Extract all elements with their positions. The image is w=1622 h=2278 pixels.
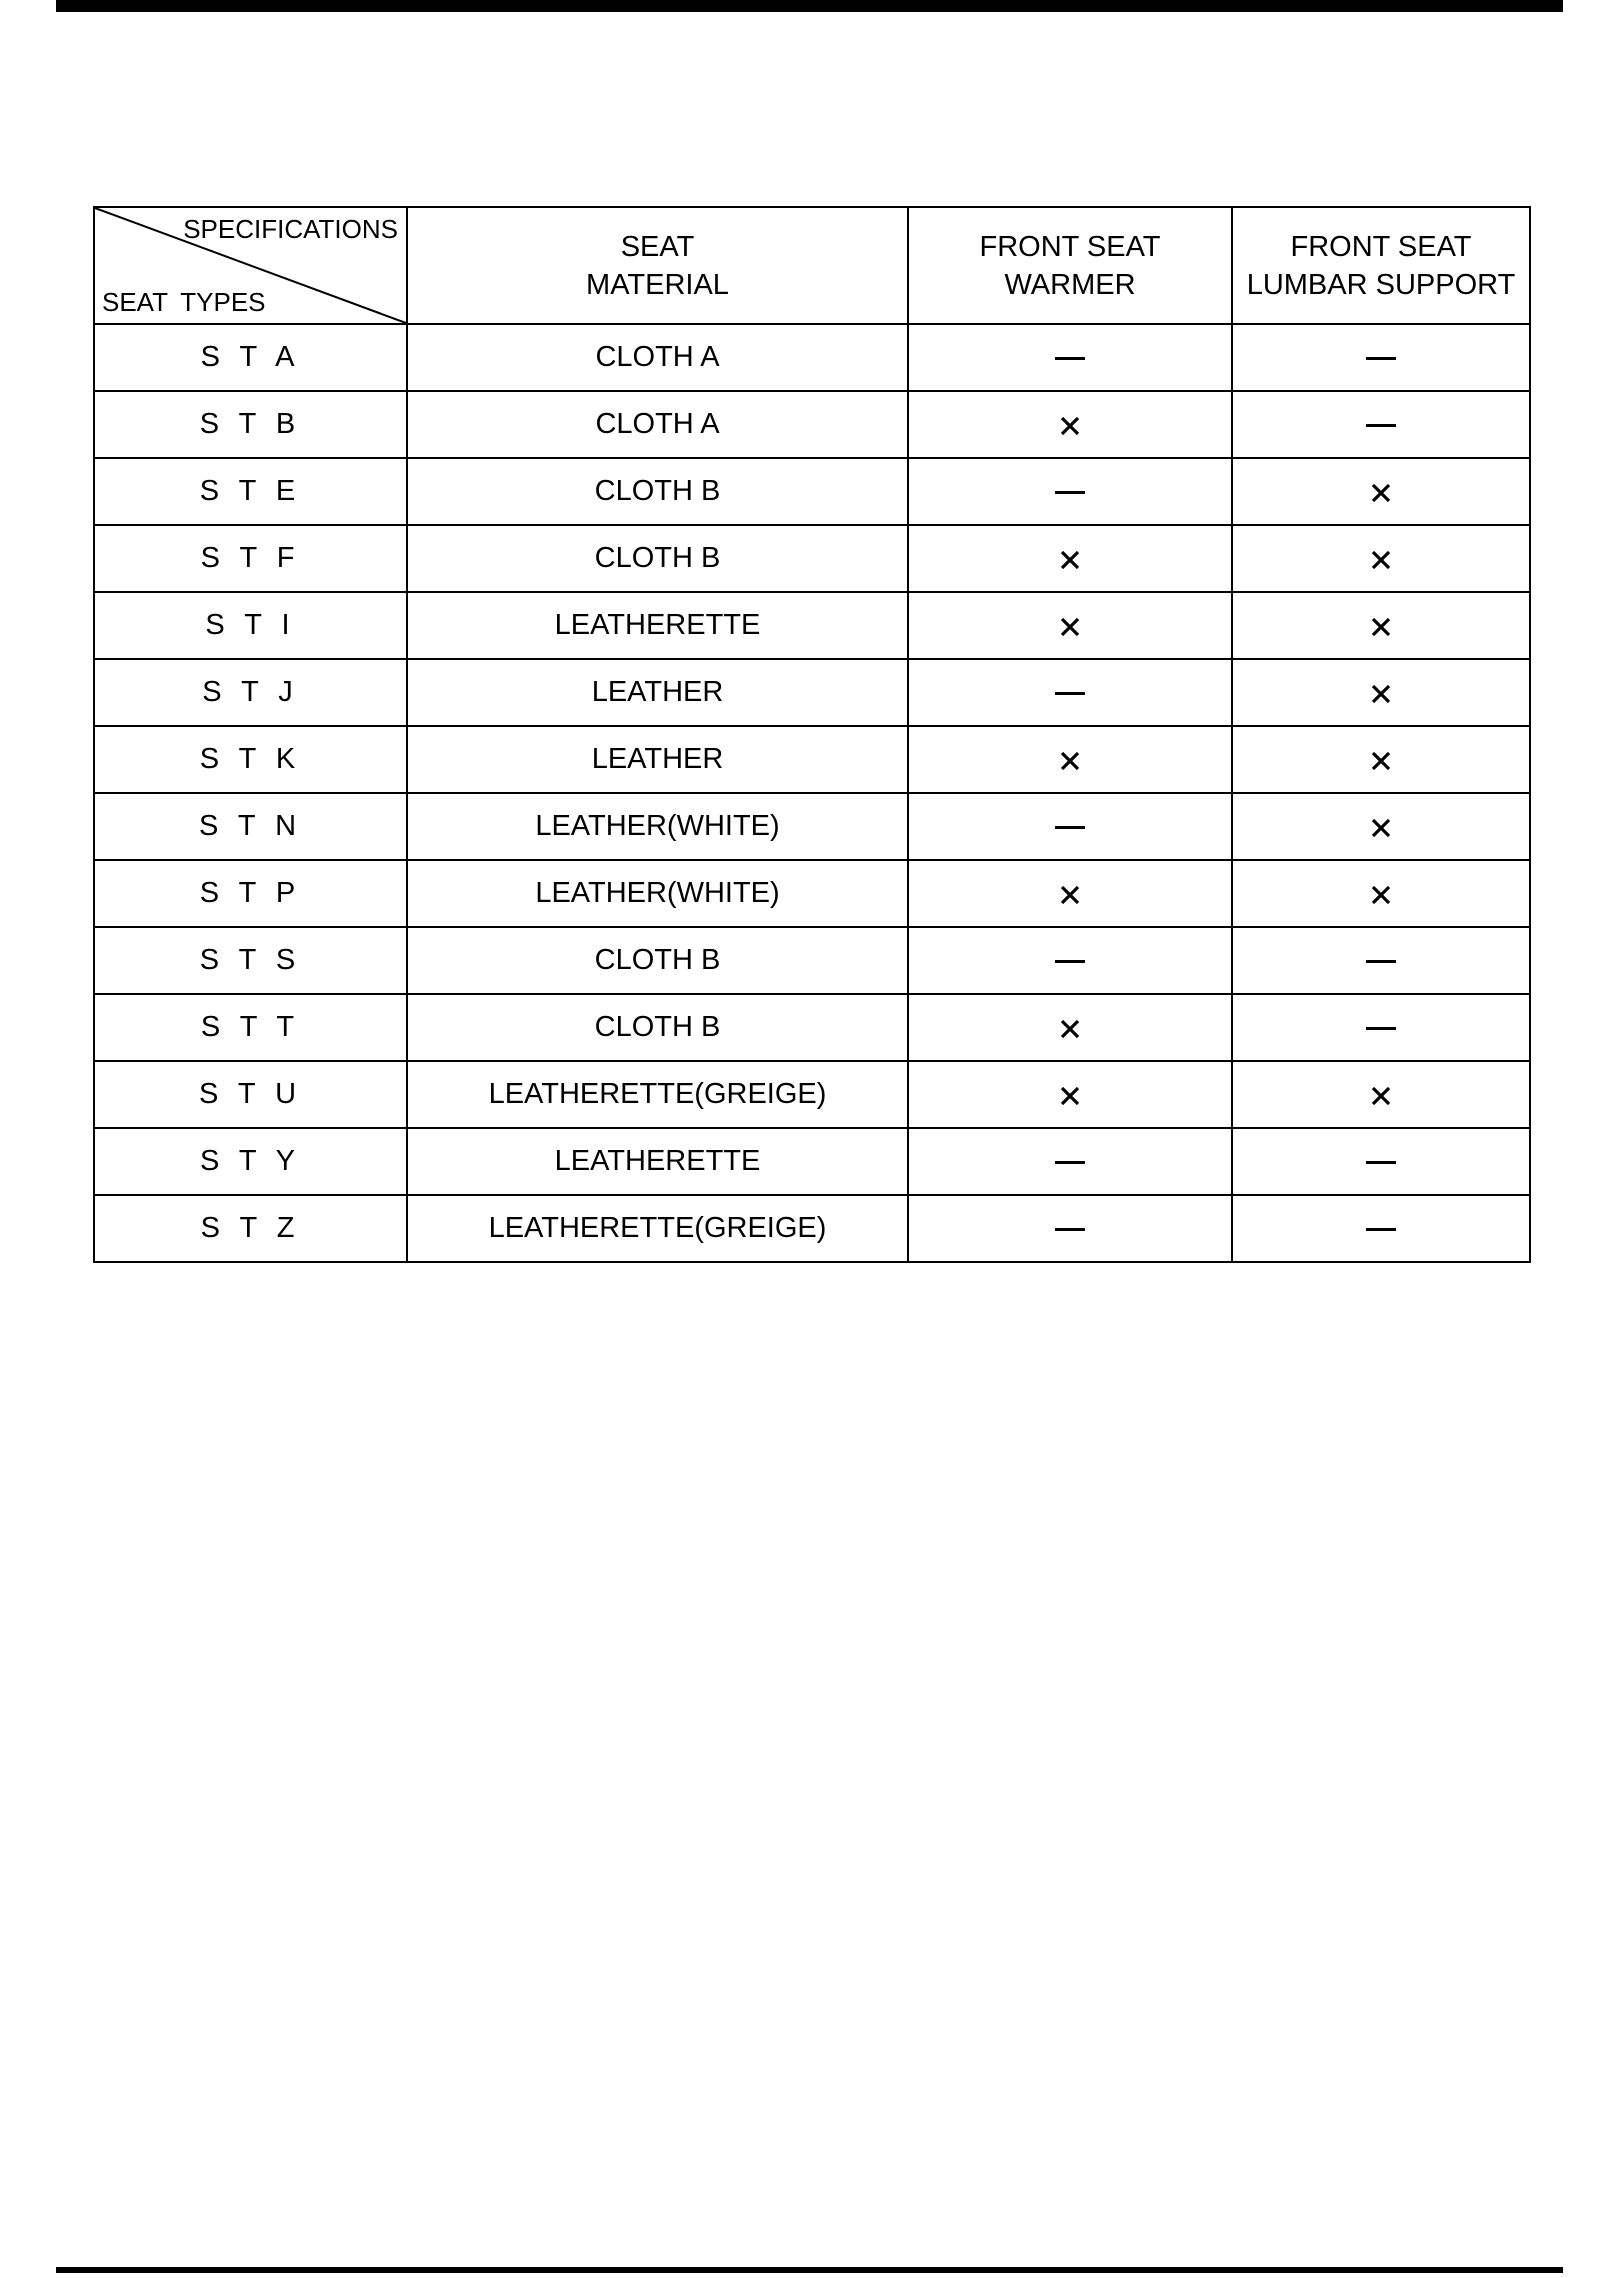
corner-label-seat-types: SEAT TYPES — [102, 287, 266, 317]
seat-type-cell: S T U — [94, 1061, 407, 1128]
cross-icon — [1370, 1085, 1392, 1107]
dash-icon — [1055, 1228, 1085, 1231]
dash-icon — [1366, 357, 1396, 360]
table-row — [94, 994, 1530, 1061]
table-row — [94, 1195, 1530, 1262]
seat-type-cell: S T A — [94, 324, 407, 391]
cross-icon — [1059, 1085, 1081, 1107]
seat-material-cell: CLOTH B — [407, 994, 908, 1061]
seat-type-cell: S T I — [94, 592, 407, 659]
corner-header-cell — [94, 207, 407, 324]
dash-icon — [1055, 491, 1085, 494]
seat-material-cell: LEATHERETTE(GREIGE) — [407, 1195, 908, 1262]
header-seat-material: SEAT MATERIAL — [407, 207, 908, 324]
corner-label-specifications: SPECIFICATIONS — [183, 214, 398, 244]
lumbar-cell — [1232, 1128, 1530, 1195]
cross-icon — [1059, 549, 1081, 571]
warmer-cell — [908, 458, 1232, 525]
table-row — [94, 659, 1530, 726]
seat-type-cell: S T F — [94, 525, 407, 592]
table-row — [94, 391, 1530, 458]
seat-material-cell: CLOTH B — [407, 458, 908, 525]
cross-icon — [1370, 884, 1392, 906]
warmer-cell — [908, 793, 1232, 860]
table-header-row — [94, 207, 1530, 324]
seat-material-cell: LEATHER(WHITE) — [407, 860, 908, 927]
table-row — [94, 927, 1530, 994]
seat-type-cell: S T Y — [94, 1128, 407, 1195]
table-row — [94, 592, 1530, 659]
table-row — [94, 1128, 1530, 1195]
seat-type-cell: S T T — [94, 994, 407, 1061]
dash-icon — [1366, 424, 1396, 427]
warmer-cell — [908, 927, 1232, 994]
lumbar-cell — [1232, 592, 1530, 659]
seat-spec-table — [93, 206, 1531, 1263]
warmer-cell — [908, 659, 1232, 726]
lumbar-cell — [1232, 1195, 1530, 1262]
dash-icon — [1055, 357, 1085, 360]
seat-material-cell: LEATHERETTE — [407, 1128, 908, 1195]
seat-material-cell: CLOTH B — [407, 525, 908, 592]
cross-icon — [1370, 683, 1392, 705]
lumbar-cell — [1232, 927, 1530, 994]
seat-material-cell: CLOTH A — [407, 391, 908, 458]
warmer-cell — [908, 391, 1232, 458]
lumbar-cell — [1232, 860, 1530, 927]
top-rule — [56, 0, 1563, 12]
seat-material-cell: LEATHER(WHITE) — [407, 793, 908, 860]
dash-icon — [1366, 1027, 1396, 1030]
seat-type-cell: S T N — [94, 793, 407, 860]
lumbar-cell — [1232, 659, 1530, 726]
lumbar-cell — [1232, 324, 1530, 391]
lumbar-cell — [1232, 793, 1530, 860]
cross-icon — [1370, 549, 1392, 571]
header-front-seat-warmer: FRONT SEAT WARMER — [908, 207, 1232, 324]
warmer-cell — [908, 525, 1232, 592]
seat-material-cell: LEATHERETTE(GREIGE) — [407, 1061, 908, 1128]
lumbar-cell — [1232, 391, 1530, 458]
seat-type-cell: S T S — [94, 927, 407, 994]
lumbar-cell — [1232, 994, 1530, 1061]
seat-type-cell: S T Z — [94, 1195, 407, 1262]
cross-icon — [1059, 750, 1081, 772]
seat-type-cell: S T K — [94, 726, 407, 793]
seat-material-cell: LEATHER — [407, 659, 908, 726]
dash-icon — [1055, 692, 1085, 695]
table-row — [94, 793, 1530, 860]
warmer-cell — [908, 860, 1232, 927]
dash-icon — [1366, 960, 1396, 963]
seat-type-cell: S T B — [94, 391, 407, 458]
table-row — [94, 525, 1530, 592]
table-body — [94, 324, 1530, 1262]
warmer-cell — [908, 726, 1232, 793]
lumbar-cell — [1232, 458, 1530, 525]
cross-icon — [1059, 1018, 1081, 1040]
seat-material-cell: LEATHER — [407, 726, 908, 793]
lumbar-cell — [1232, 1061, 1530, 1128]
seat-type-cell: S T J — [94, 659, 407, 726]
bottom-rule — [56, 2267, 1563, 2273]
lumbar-cell — [1232, 525, 1530, 592]
table-row — [94, 860, 1530, 927]
table-row — [94, 726, 1530, 793]
dash-icon — [1366, 1161, 1396, 1164]
warmer-cell — [908, 592, 1232, 659]
cross-icon — [1370, 482, 1392, 504]
seat-material-cell: CLOTH A — [407, 324, 908, 391]
cross-icon — [1059, 415, 1081, 437]
dash-icon — [1055, 1161, 1085, 1164]
warmer-cell — [908, 1061, 1232, 1128]
lumbar-cell — [1232, 726, 1530, 793]
warmer-cell — [908, 1128, 1232, 1195]
cross-icon — [1370, 750, 1392, 772]
dash-icon — [1366, 1228, 1396, 1231]
dash-icon — [1055, 826, 1085, 829]
table-row — [94, 324, 1530, 391]
warmer-cell — [908, 324, 1232, 391]
table-row — [94, 458, 1530, 525]
warmer-cell — [908, 1195, 1232, 1262]
seat-type-cell: S T E — [94, 458, 407, 525]
seat-material-cell: CLOTH B — [407, 927, 908, 994]
cross-icon — [1059, 616, 1081, 638]
cross-icon — [1370, 817, 1392, 839]
cross-icon — [1059, 884, 1081, 906]
dash-icon — [1055, 960, 1085, 963]
table-row — [94, 1061, 1530, 1128]
seat-type-cell: S T P — [94, 860, 407, 927]
cross-icon — [1370, 616, 1392, 638]
seat-material-cell: LEATHERETTE — [407, 592, 908, 659]
header-front-seat-lumbar-support: FRONT SEAT LUMBAR SUPPORT — [1232, 207, 1530, 324]
warmer-cell — [908, 994, 1232, 1061]
